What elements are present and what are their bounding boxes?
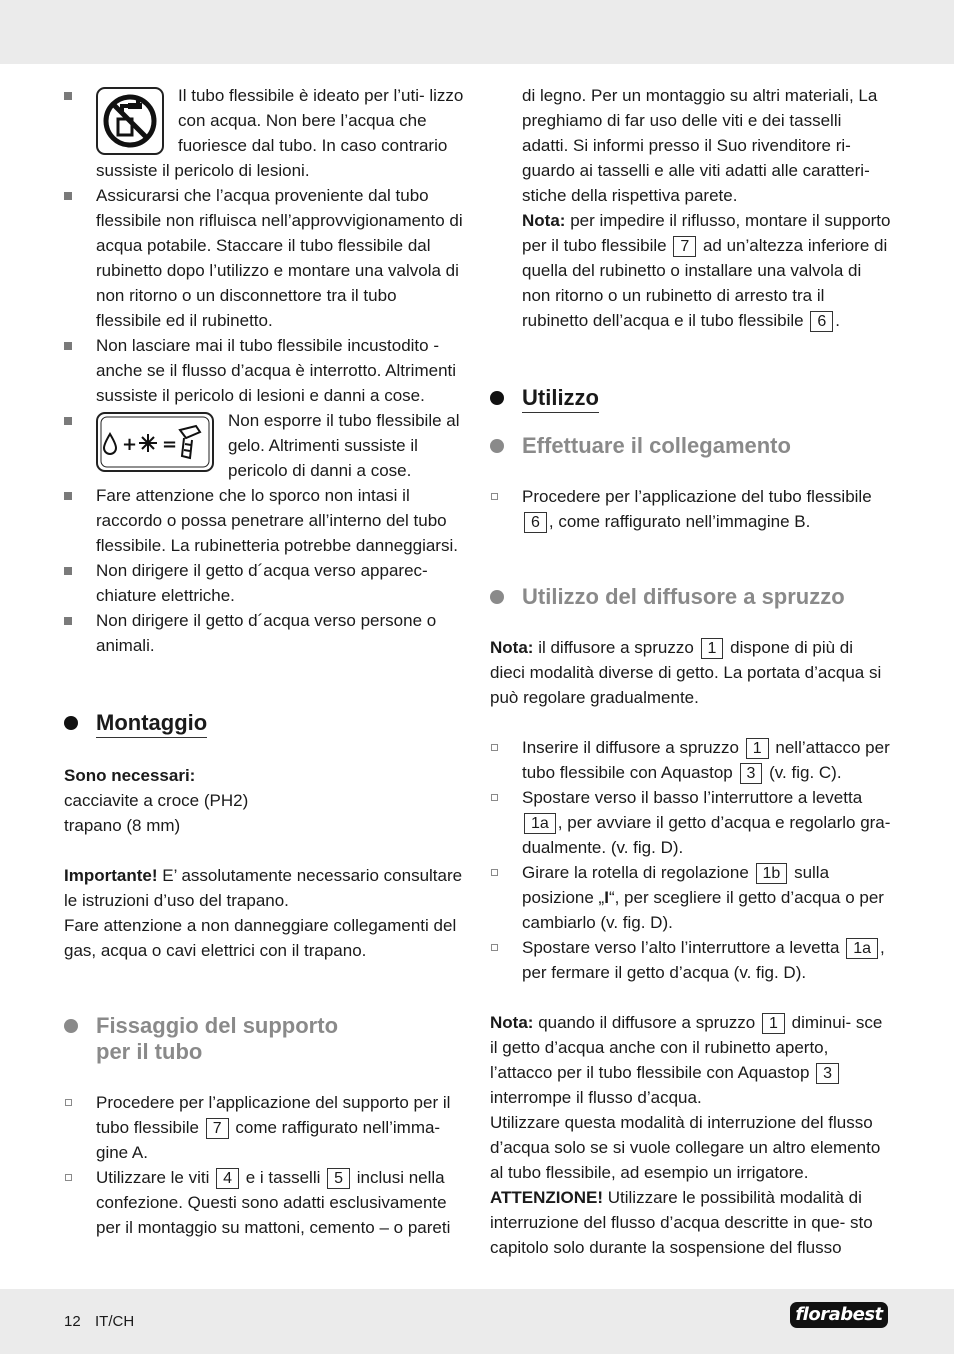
safety-item-2	[64, 183, 464, 333]
part-number-1: 1	[746, 738, 769, 759]
continuation-text: di legno. Per un montaggio su altri materiali, La preghiamo di far uso delle viti e dei tasselli adatti. Si informi presso il Suo rivenditore ri- guardo ai tasselli e alle viti adatti alle caratteri- stiche della rispettiva parete.	[522, 86, 878, 205]
heading-bullet-icon	[64, 716, 78, 730]
safety-text: Fare attenzione che lo sporco non intasi il raccordo o possa penetrare all’interno del tubo flessibile. La rubinetteria potrebbe danneggiarsi.	[96, 486, 458, 555]
svg-text:+: +	[122, 434, 138, 455]
part-number-3: 3	[740, 763, 763, 784]
modalita-text: Utilizzare questa modalità di interruzione del flusso d’acqua solo se si vuole collegare un altro elemento al tubo flessibile, ad esempio un irrigatore.	[490, 1113, 881, 1182]
language-code: IT/CH	[95, 1313, 135, 1330]
safety-item-3	[64, 333, 464, 408]
bullet	[64, 617, 72, 625]
logo-text: florabest	[790, 1302, 888, 1328]
part-number-1a: 1a	[846, 938, 878, 959]
collegamento-step: Procedere per l’applicazione del tubo flessibile 6 , come raffigurato nell’immagine B.	[490, 484, 892, 534]
frost-damage-icon	[96, 412, 214, 472]
fissaggio-step-2: Utilizzare le viti 4 e i tasselli 5 inclusi nella confezione. Questi sono adatti esclusivamente per il montaggio su mattoni, cemento – o pareti	[64, 1165, 464, 1240]
attenzione-note: ATTENZIONE! Utilizzare le possibilità modalità di interruzione del flusso d’acqua descritte in que- sto capitolo solo durante la sospensione del flusso	[490, 1188, 873, 1257]
diffusore-heading: Utilizzo del diffusore a spruzzo	[490, 584, 892, 610]
part-number-1: 1	[701, 638, 724, 659]
checkbox-square-icon	[491, 869, 498, 876]
nota-diffusore: Nota: il diffusore a spruzzo 1 dispone di più di dieci modalità diverse di getto. La portata d’acqua si può regolare gradualmente.	[490, 638, 882, 707]
safety-text: Non lasciare mai il tubo flessibile incustodito - anche se il flusso d’acqua è interrotto. Altrimenti sussiste il pericolo di lesioni e danni a cose.	[96, 336, 457, 405]
checkbox-square-icon	[491, 493, 498, 500]
montaggio-heading: Montaggio	[64, 708, 464, 738]
diffusore-step-2: Spostare verso il basso l’interruttore a levetta 1a , per avviare il getto d’acqua e regolarlo gra- dualmente. (v. fig. D).	[490, 785, 892, 860]
diffusore-step-1: Inserire il diffusore a spruzzo 1 nell’attacco per tubo flessibile con Aquastop 3 (v. fig. C).	[490, 735, 892, 785]
part-number-6: 6	[524, 512, 547, 533]
important-note: Importante! E’ assolutamente necessario consultare le istruzioni d’uso del trapano.	[64, 866, 463, 910]
part-number-4: 4	[216, 1168, 239, 1189]
header-band	[0, 0, 954, 64]
part-number-7: 7	[206, 1118, 229, 1139]
checkbox-square-icon	[491, 944, 498, 951]
safety-item-4	[64, 408, 464, 483]
position-symbol: I	[604, 888, 609, 907]
part-number-6: 6	[810, 311, 833, 332]
right-column	[490, 83, 892, 1260]
fissaggio-heading: Fissaggio del supporto per il tubo	[64, 1013, 464, 1065]
checkbox-square-icon	[65, 1174, 72, 1181]
safety-item-5	[64, 483, 464, 558]
safety-text: Non dirigere il getto d´acqua verso apparec- chiature elettriche.	[96, 561, 428, 605]
left-column	[64, 83, 464, 1240]
svg-text:=: =	[162, 434, 178, 455]
drill-warning: Fare attenzione a non danneggiare collegamenti del gas, acqua o cavi elettrici con il trapano.	[64, 916, 457, 960]
required-tools: Sono necessari: cacciavite a croce (PH2) trapano (8 mm)	[64, 766, 249, 835]
diffusore-step-3: Girare la rotella di regolazione 1b sulla posizione „I“, per scegliere il getto d’acqua o per cambiarlo (v. fig. D).	[490, 860, 892, 935]
diffusore-step-4: Spostare verso l’alto l’interruttore a levetta 1a , per fermare il getto d’acqua (v. fig. D).	[490, 935, 892, 985]
florabest-logo	[790, 1298, 888, 1332]
bullet	[64, 92, 72, 100]
bullet	[64, 417, 72, 425]
safety-text: Assicurarsi che l’acqua proveniente dal tubo flessibile non rifluisca nell’approvvigionamento di acqua potabile. Staccare il tubo flessibile dal rubinetto dopo l’utilizzo e montare una valvola di non ritorno o un disconnettore tra il tubo flessibile ed il rubinetto.	[96, 186, 463, 330]
nota-riflusso: Nota: per impedire il riflusso, montare il supporto per il tubo flessibile 7 ad un’altezza inferiore di quella del rubinetto o installare una valvola di non ritorno o un rubinetto di arresto tra il rubinetto dell’acqua e il tubo flessibile 6 .	[522, 211, 891, 330]
part-number-3: 3	[816, 1063, 839, 1084]
heading-bullet-icon	[490, 590, 504, 604]
checkbox-square-icon	[491, 794, 498, 801]
bullet	[64, 192, 72, 200]
bullet	[64, 492, 72, 500]
part-number-7: 7	[673, 236, 696, 257]
collegamento-heading: Effettuare il collegamento	[490, 433, 892, 459]
nota-aquastop: Nota: quando il diffusore a spruzzo 1 diminui- sce il getto d’acqua anche con il rubinetto aperto, l’attacco per il tubo flessibile con Aquastop 3 interrompe il flusso d’acqua.	[490, 1013, 883, 1107]
safety-text: Il tubo flessibile è ideato per l’uti- lizzo con acqua. Non bere l’acqua che fuoriesce dal tubo. In caso contrario sussiste il pericolo di lesioni.	[96, 86, 464, 180]
safety-text: Non esporre il tubo flessibile al gelo. Altrimenti sussiste il pericolo di danni a cose.	[228, 411, 460, 480]
safety-item-1	[64, 83, 464, 183]
safety-item-7	[64, 608, 464, 658]
safety-item-6	[64, 558, 464, 608]
part-number-1a: 1a	[524, 813, 556, 834]
part-number-1: 1	[762, 1013, 785, 1034]
no-drinking-water-icon	[96, 87, 164, 155]
bullet	[64, 342, 72, 350]
heading-bullet-icon	[490, 391, 504, 405]
safety-text: Non dirigere il getto d´acqua verso persone o animali.	[96, 611, 437, 655]
fissaggio-step-1: Procedere per l’applicazione del supporto per il tubo flessibile 7 come raffigurato nell’imma- gine A.	[64, 1090, 464, 1165]
bullet	[64, 567, 72, 575]
checkbox-square-icon	[65, 1099, 72, 1106]
heading-bullet-icon	[64, 1019, 78, 1033]
page-number: 12	[64, 1313, 81, 1330]
part-number-5: 5	[327, 1168, 350, 1189]
part-number-1b: 1b	[756, 863, 788, 884]
utilizzo-heading: Utilizzo	[490, 383, 892, 413]
checkbox-square-icon	[491, 744, 498, 751]
heading-bullet-icon	[490, 439, 504, 453]
